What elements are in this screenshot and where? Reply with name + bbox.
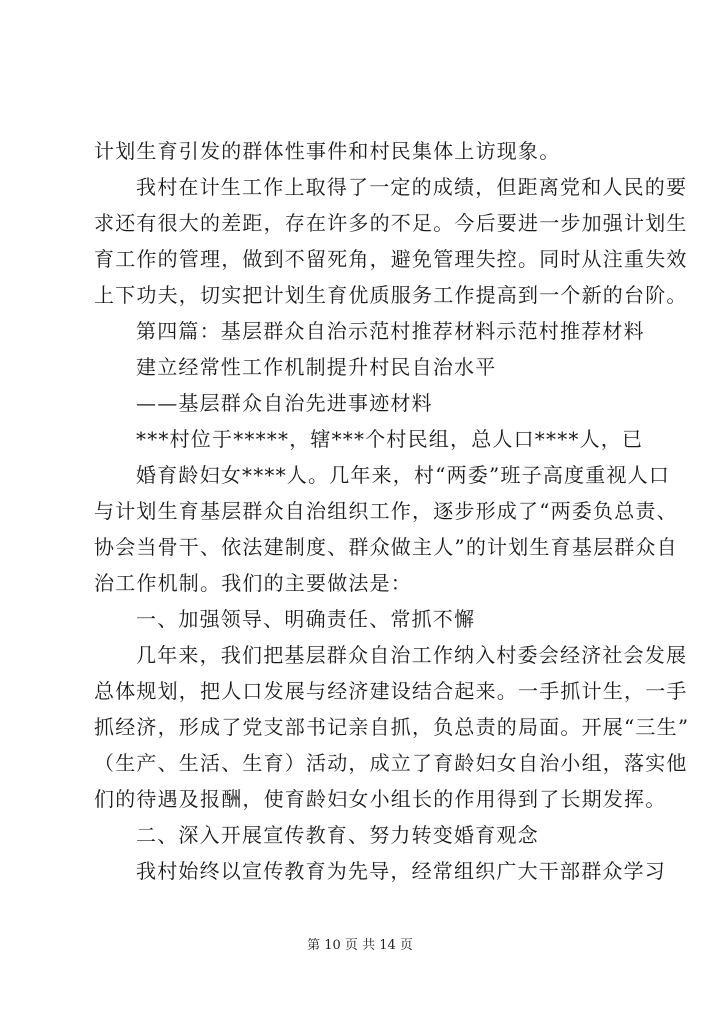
- subsection-heading: 一、加强领导、明确责任、常抓不懈: [136, 607, 476, 631]
- text-line: 婚育龄妇女****人。几年来，村“两委”班子高度重视人口: [136, 463, 671, 487]
- text-line: 抓经济，形成了党支部书记亲自抓，负总责的局面。开展“三生”: [94, 715, 690, 739]
- text-line: 协会当骨干、依法建制度、群众做主人”的计划生育基层群众自: [94, 535, 678, 559]
- text-line: 上下功夫，切实把计划生育优质服务工作提高到一个新的台阶。: [94, 283, 688, 307]
- text-line: 求还有很大的差距，存在许多的不足。今后要进一步加强计划生: [94, 211, 688, 235]
- text-line: 我村始终以宣传教育为先导，经常组织广大干部群众学习: [136, 859, 666, 883]
- text-line: 几年来，我们把基层群众自治工作纳入村委会经济社会发展: [136, 643, 688, 667]
- subsection-heading: 二、深入开展宣传教育、努力转变婚育观念: [136, 823, 539, 847]
- article-subtitle: ——基层群众自治先进事迹材料: [136, 391, 433, 415]
- article-title: 建立经常性工作机制提升村民自治水平: [136, 355, 497, 379]
- text-line: 们的待遇及报酬，使育龄妇女小组长的作用得到了长期发挥。: [94, 787, 667, 811]
- text-line: 总体规划，把人口发展与经济建设结合起来。一手抓计生，一手: [94, 679, 688, 703]
- text-line: 治工作机制。我们的主要做法是：: [94, 571, 412, 595]
- text-line: 育工作的管理，做到不留死角，避免管理失控。同时从注重失效: [94, 247, 688, 271]
- page-footer: 第 10 页 共 14 页: [307, 938, 413, 953]
- text-line: 我村在计生工作上取得了一定的成绩，但距离党和人民的要: [136, 175, 688, 199]
- section-heading: 第四篇：基层群众自治示范村推荐材料示范村推荐材料: [136, 319, 645, 343]
- text-line: （生产、生活、生育）活动，成立了育龄妇女自治小组，落实他: [94, 751, 688, 775]
- document-body: [94, 133, 690, 889]
- text-line: 与计划生育基层群众自治组织工作，逐步形成了“两委负总责、: [94, 499, 678, 523]
- text-line: ***村位于*****，辖***个村民组，总人口****人，已: [136, 427, 644, 451]
- text-line: 计划生育引发的群体性事件和村民集体上访现象。: [94, 139, 561, 163]
